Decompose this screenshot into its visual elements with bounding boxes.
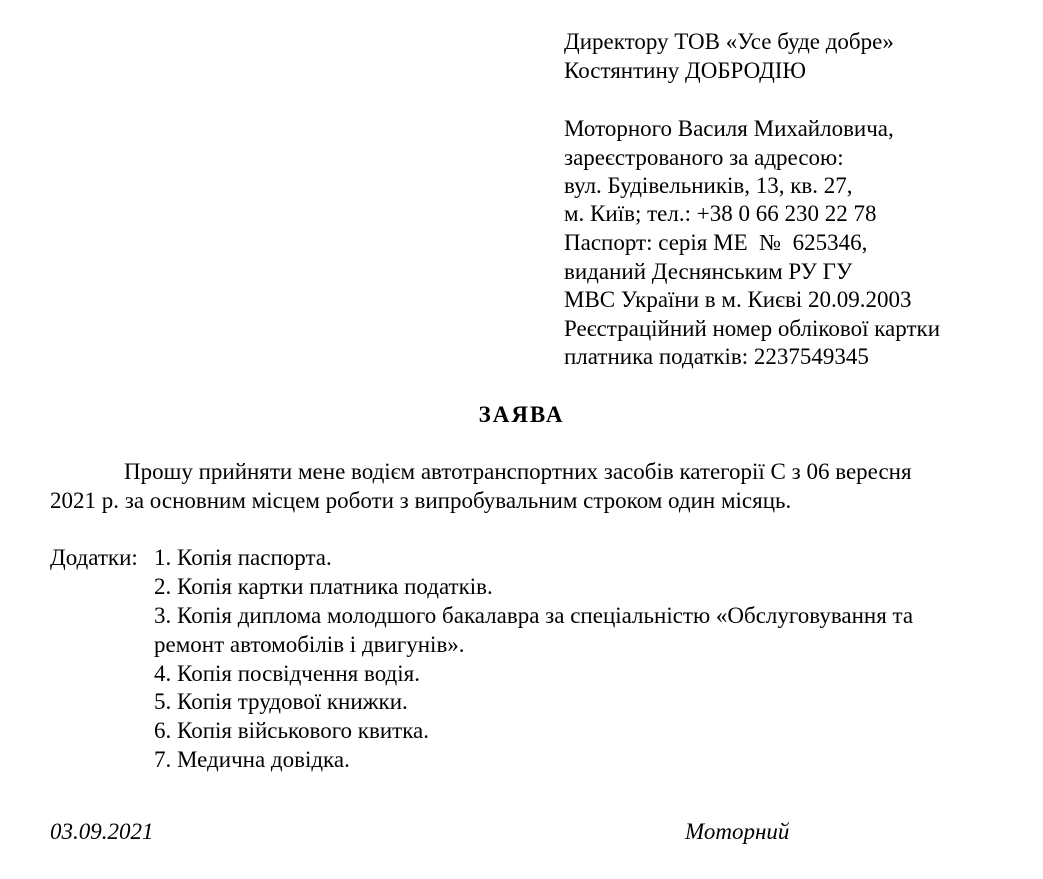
applicant-tax-label: Реєстраційний номер облікової картки (564, 316, 940, 341)
document-title: ЗАЯВА (478, 402, 565, 427)
attachment-item-6: 6. Копія військового квитка. (154, 718, 429, 743)
applicant-street: вул. Будівельників, 13, кв. 27, (564, 173, 853, 198)
attachment-item-1: 1. Копія паспорта. (154, 545, 332, 570)
addressee-director: Директору ТОВ «Усе буде добре» (564, 29, 894, 54)
attachment-item-3-cont: ремонт автомобілів і двигунів». (154, 632, 465, 657)
applicant-name: Моторного Василя Михайловича, (564, 116, 894, 141)
document-date: 03.09.2021 (50, 819, 154, 844)
applicant-address-label: зареєстрованого за адресою: (564, 145, 844, 170)
attachments-label: Додатки: (50, 545, 144, 570)
applicant-passport-date: МВС України в м. Києві 20.09.2003 (564, 287, 912, 312)
attachment-item-4: 4. Копія посвідчення водія. (154, 661, 420, 686)
attachment-item-2: 2. Копія картки платника податків. (154, 574, 493, 599)
applicant-passport-issuer: виданий Деснянським РУ ГУ (564, 259, 853, 284)
signature: Моторний (685, 819, 790, 844)
body-line-2: 2021 р. за основним місцем роботи з випробувальним строком один місяць. (50, 488, 792, 513)
addressee-name: Костянтину ДОБРОДІЮ (564, 58, 807, 83)
attachment-item-3: 3. Копія диплома молодшого бакалавра за спеціальністю «Обслуговування та (154, 603, 914, 628)
applicant-city-phone: м. Київ; тел.: +38 0 66 230 22 78 (564, 201, 877, 226)
attachment-item-5: 5. Копія трудової книжки. (154, 689, 408, 714)
attachment-item-7: 7. Медична довідка. (154, 747, 350, 772)
body-line-1: Прошу прийняти мене водієм автотранспортних засобів категорії С з 06 вересня (124, 459, 912, 484)
applicant-passport: Паспорт: серія МЕ № 625346, (564, 230, 868, 255)
applicant-tax-number: платника податків: 2237549345 (564, 344, 869, 369)
